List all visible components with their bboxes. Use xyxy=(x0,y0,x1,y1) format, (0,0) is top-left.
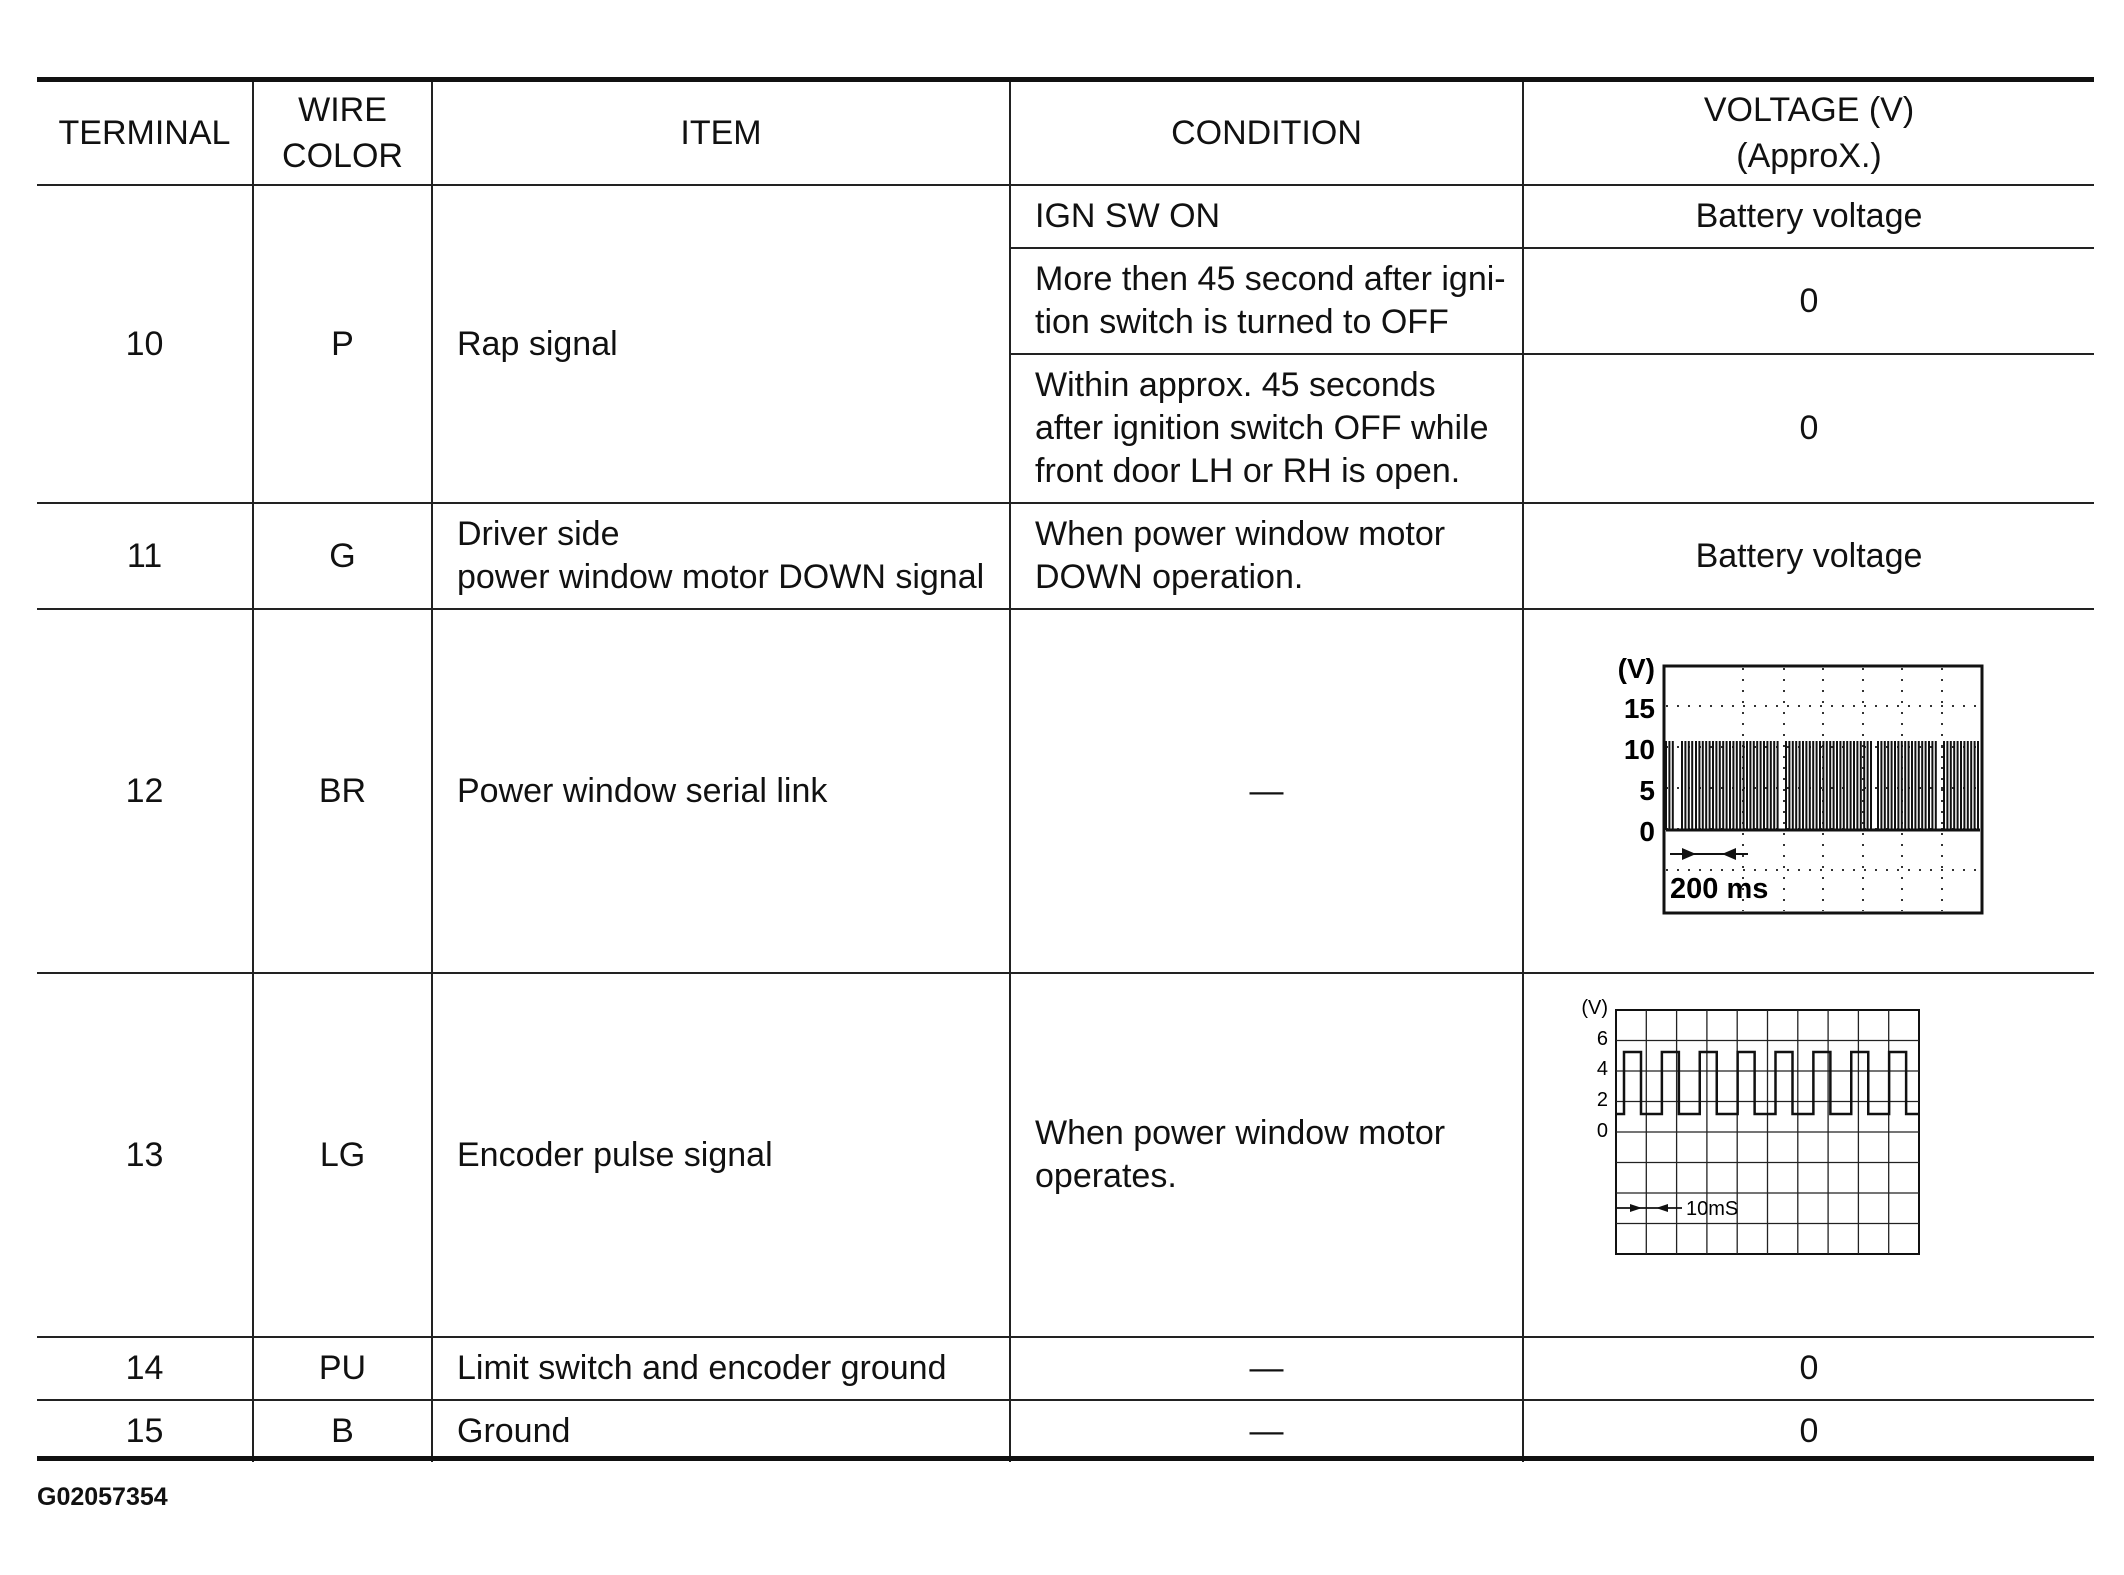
table-row xyxy=(37,1400,2094,1462)
condition-cell: Within approx. 45 seconds after ignition switch OFF while front door LH or RH is open. xyxy=(1010,354,1523,503)
item-cell: Driver side power window motor DOWN signal xyxy=(432,503,1010,609)
voltage-figure-cell xyxy=(1523,973,2094,1337)
encoder-time-label: 10mS xyxy=(1686,1198,1739,1220)
table-row xyxy=(37,185,2094,248)
header-wire-color: WIRE COLOR xyxy=(253,82,432,185)
wire-color-cell: PU xyxy=(253,1337,432,1400)
terminal-cell: 12 xyxy=(37,609,253,973)
condition-cell: — xyxy=(1010,1337,1523,1400)
voltage-figure-cell xyxy=(1523,609,2094,973)
encoder-ytick-label: 2 xyxy=(1596,1089,1608,1111)
encoder-time-arrow xyxy=(1616,1204,1682,1212)
condition-cell: — xyxy=(1010,609,1523,973)
item-cell: Power window serial link xyxy=(432,609,1010,973)
header-voltage: VOLTAGE (V) (ApproX.) xyxy=(1523,82,2094,185)
condition-cell: More then 45 second after igni- tion switch is turned to OFF xyxy=(1010,248,1523,354)
condition-cell: — xyxy=(1010,1400,1523,1462)
serial-ytick-label: 10 xyxy=(1623,734,1655,765)
terminal-inspection-table xyxy=(37,82,2094,1462)
terminal-cell: 15 xyxy=(37,1400,253,1462)
encoder-unit-label: (V) xyxy=(1581,997,1608,1019)
terminal-cell: 11 xyxy=(37,503,253,609)
header-terminal: TERMINAL xyxy=(37,82,253,185)
item-cell: Limit switch and encoder ground xyxy=(432,1337,1010,1400)
bottom-rule xyxy=(37,1456,2094,1461)
encoder-pulse-waveform xyxy=(1524,974,2095,1336)
item-cell: Rap signal xyxy=(432,185,1010,503)
serial-time-arrow xyxy=(1670,848,1748,860)
voltage-cell: 0 xyxy=(1523,1400,2094,1462)
encoder-plot-grid xyxy=(1616,1010,1919,1254)
encoder-ytick-label: 4 xyxy=(1596,1058,1608,1080)
serial-ytick-label: 15 xyxy=(1623,693,1655,724)
table-row xyxy=(37,1337,2094,1400)
table-row xyxy=(37,609,2094,973)
serial-link-waveform xyxy=(1524,610,2095,972)
serial-unit-label: (V) xyxy=(1617,653,1655,684)
encoder-ytick-label: 6 xyxy=(1596,1028,1608,1050)
encoder-ytick-label: 0 xyxy=(1596,1120,1608,1142)
item-cell: Ground xyxy=(432,1400,1010,1462)
condition-cell: When power window motor operates. xyxy=(1010,973,1523,1337)
terminal-cell: 14 xyxy=(37,1337,253,1400)
condition-cell: When power window motor DOWN operation. xyxy=(1010,503,1523,609)
condition-cell: IGN SW ON xyxy=(1010,185,1523,248)
voltage-cell: 0 xyxy=(1523,248,2094,354)
voltage-cell: 0 xyxy=(1523,1337,2094,1400)
voltage-cell: Battery voltage xyxy=(1523,503,2094,609)
header-condition: CONDITION xyxy=(1010,82,1523,185)
serial-ytick-label: 5 xyxy=(1639,775,1655,806)
terminal-cell: 13 xyxy=(37,973,253,1337)
wire-color-cell: P xyxy=(253,185,432,503)
table-row xyxy=(37,503,2094,609)
serial-ytick-label: 0 xyxy=(1639,816,1655,847)
wire-color-cell: G xyxy=(253,503,432,609)
serial-pulse-train xyxy=(1666,741,1980,830)
voltage-cell: Battery voltage xyxy=(1523,185,2094,248)
table-row xyxy=(37,973,2094,1337)
terminal-cell: 10 xyxy=(37,185,253,503)
wire-color-cell: B xyxy=(253,1400,432,1462)
header-item: ITEM xyxy=(432,82,1010,185)
wire-color-cell: BR xyxy=(253,609,432,973)
wire-color-cell: LG xyxy=(253,973,432,1337)
table-header-row xyxy=(37,82,2094,185)
serial-time-label: 200 ms xyxy=(1670,873,1769,905)
voltage-cell: 0 xyxy=(1523,354,2094,503)
figure-code: G02057354 xyxy=(37,1483,168,1511)
item-cell: Encoder pulse signal xyxy=(432,973,1010,1337)
